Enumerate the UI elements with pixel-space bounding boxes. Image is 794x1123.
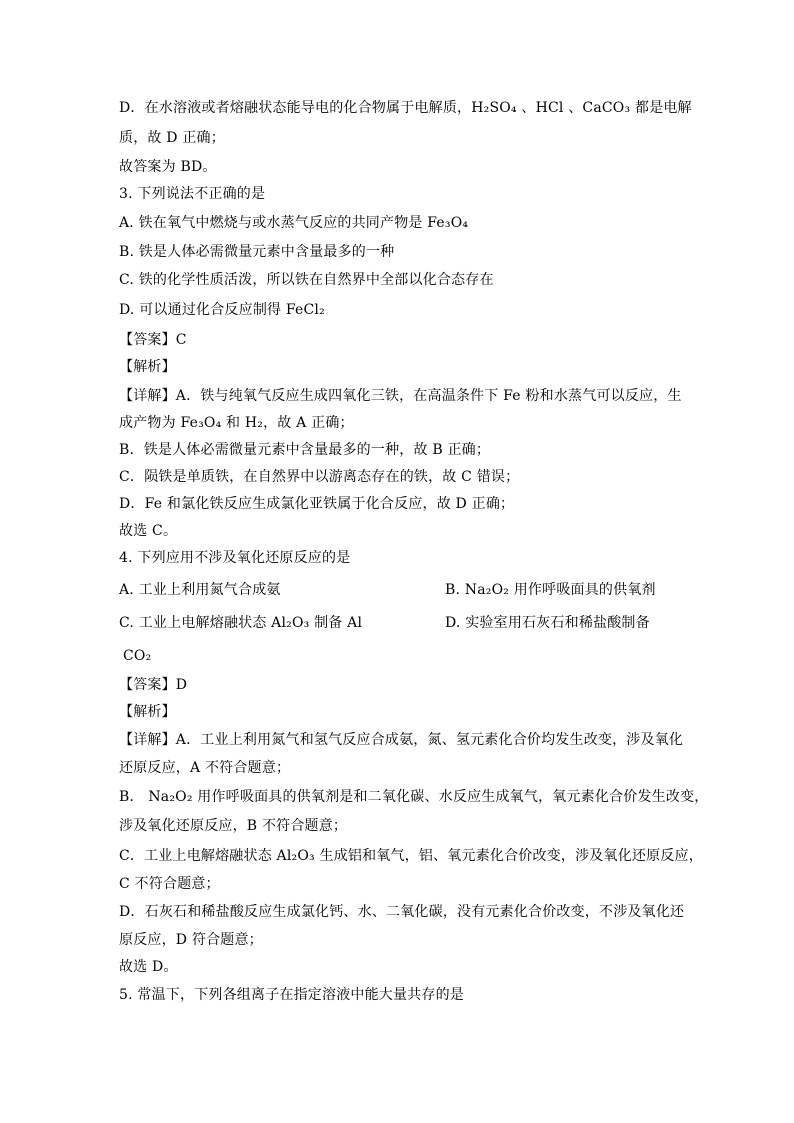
option-a: A. 工业上利用氮气合成氨 [119,582,281,598]
question-5-stem: 5. 常温下，下列各组离子在指定溶液中能大量共存的是 [119,987,465,1003]
analysis-label: 【解析】 [119,704,176,720]
explanation-line: C．工业上电解熔融状态 Al₂O₃ 生成铝和氧气，铝、氧元素化合价改变，涉及氧化还原反应， [119,848,703,864]
explanation-line: D．石灰石和稀盐酸反应生成氯化钙、水、二氧化碳，没有元素化合价改变，不涉及氧化还 [119,904,685,920]
question-3-stem: 3. 下列说法不正确的是 [119,186,266,202]
explanation-line: 故选 C。 [119,523,178,539]
answer-label: 【答案】C [119,332,187,348]
explanation-line: 【详解】A．铁与纯氧气反应生成四氧化三铁，在高温条件下 Fe 粉和水蒸气可以反应，生 [119,388,682,404]
explanation-line: 涉及氧化还原反应，B 不符合题意； [119,818,348,834]
explanation-line: B．铁是人体必需微量元素中含量最多的一种，故 B 正确； [119,442,491,458]
explanation-line: 原反应，D 符合题意； [119,932,263,948]
option-c: C. 铁的化学性质活泼，所以铁在自然界中全部以化合态存在 [119,272,494,288]
option-c: C. 工业上电解熔融状态 Al₂O₃ 制备 Al [119,615,363,631]
explanation-line: 【详解】A．工业上利用氮气和氢气反应合成氨，氮、氢元素化合价均发生改变，涉及氧化 [119,732,684,748]
option-d: D. 实验室用石灰石和稀盐酸制备 [445,615,650,631]
option-b: B. 铁是人体必需微量元素中含量最多的一种 [119,244,395,260]
question-4-stem: 4. 下列应用不涉及氧化还原反应的是 [119,550,351,566]
explanation-line: C 不符合题意； [119,876,220,892]
analysis-label: 【解析】 [119,359,176,375]
option-d-continuation: CO₂ [123,648,152,664]
text-line: 故答案为 BD。 [119,159,217,175]
option-a: A. 铁在氧气中燃烧与或水蒸气反应的共同产物是 Fe₃O₄ [119,215,469,231]
explanation-line: 成产物为 Fe₃O₄ 和 H₂，故 A 正确； [119,415,354,431]
option-d: D. 可以通过化合反应制得 FeCl₂ [119,302,325,318]
explanation-line: 还原反应，A 不符合题意； [119,760,291,776]
text-line: 质，故 D 正确； [119,130,225,146]
explanation-line: D．Fe 和氯化铁反应生成氯化亚铁属于化合反应，故 D 正确； [119,496,515,512]
explanation-line: 故选 D。 [119,959,178,975]
answer-label: 【答案】D [119,677,188,693]
option-b: B. Na₂O₂ 用作呼吸面具的供氧剂 [445,582,656,598]
explanation-line: B． Na₂O₂ 用作呼吸面具的供氧剂是和二氧化碳、水反应生成氧气，氧元素化合价发生改变， [119,789,709,805]
explanation-line: C．陨铁是单质铁，在自然界中以游离态存在的铁，故 C 错误； [119,469,520,485]
text-line: D．在水溶液或者熔融状态能导电的化合物属于电解质，H₂SO₄ 、HCl 、CaCO₃ 都是电解 [119,100,692,116]
